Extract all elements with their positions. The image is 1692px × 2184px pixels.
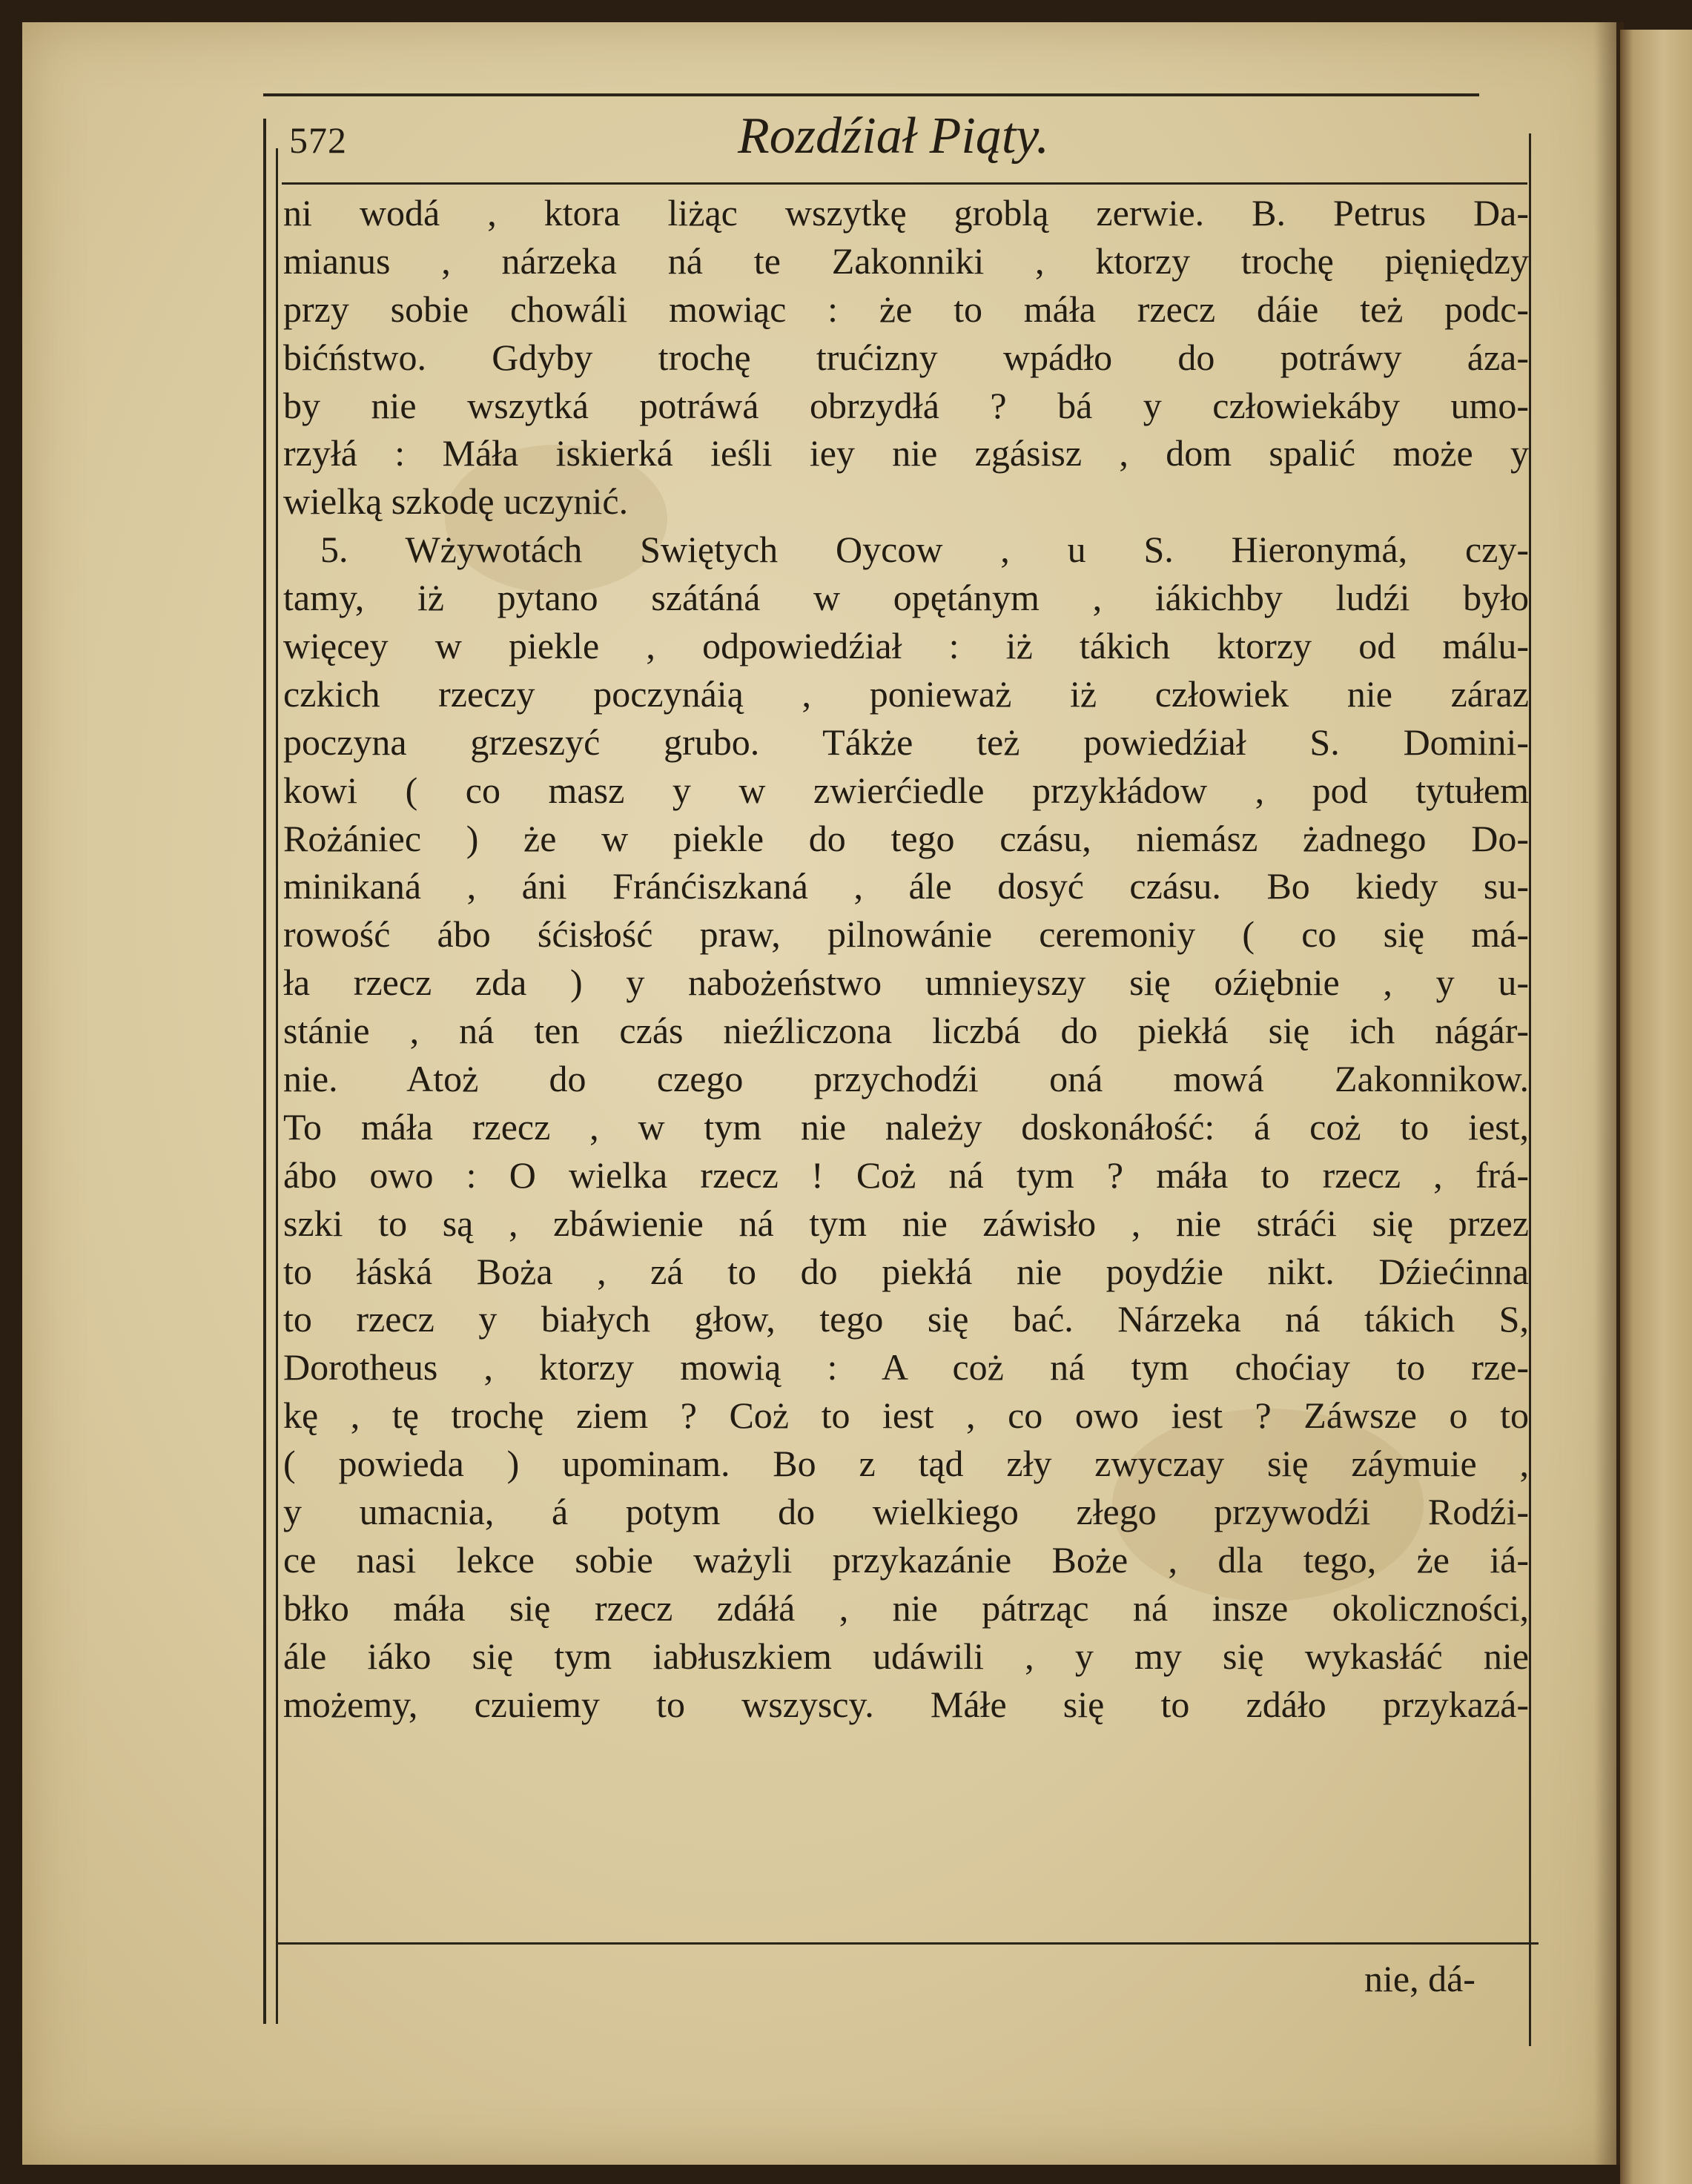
text-line: minikaná , áni Fránćiszkaná , ále dosyć czásu. Bo kiedy su- — [283, 865, 1529, 907]
running-head: Rozdźiał Piąty. — [738, 107, 1049, 165]
bottom-rule — [278, 1942, 1539, 1945]
text-line: czkich rzeczy poczynáią , ponieważ iż człowiek nie záraz — [283, 672, 1529, 715]
header-rule — [282, 182, 1527, 185]
left-frame-rule — [263, 119, 266, 2024]
facing-page-edge — [1620, 30, 1692, 2184]
text-line: rzyłá : Máła iskierká ieśli iey nie zgásisz , dom spalić może y — [283, 432, 1529, 474]
text-line: mianus , nárzeka ná te Zakonniki , ktorzy trochę pięniędzy — [283, 239, 1529, 282]
text-line: poczyna grzeszyć grubo. Tákże też powiedźiał S. Domini- — [283, 721, 1529, 763]
text-line: to rzecz y białych głow, tego się bać. Nárzeka ná tákich S, — [283, 1298, 1529, 1340]
text-line: stánie , ná ten czás nieźliczona liczbá do piekłá się ich nágár- — [283, 1010, 1529, 1052]
text-line: błko máła się rzecz zdáłá , nie pátrząc ná insze okoliczności, — [283, 1586, 1529, 1629]
text-line: Rożániec ) że w piekle do tego czásu, niemász żadnego Do- — [283, 817, 1529, 859]
text-line: kę , tę trochę ziem ? Coż to iest , co owo iest ? Záwsze o to — [283, 1394, 1529, 1437]
text-line: To máła rzecz , w tym nie należy doskonáłość: á coż to iest, — [283, 1105, 1529, 1148]
text-line: nie. Atoż do czego przychodźi oná mowá Zakonnikow. — [283, 1058, 1529, 1100]
text-line: ni wodá , ktora liżąc wszytkę groblą zerwie. B. Petrus Da- — [283, 192, 1529, 234]
catchword: nie, dá- — [1364, 1958, 1475, 1999]
text-line: bićństwo. Gdyby trochę trućizny wpádło do potráwy áza- — [283, 336, 1529, 378]
page-number: 572 — [289, 119, 347, 161]
text-line: ( powieda ) upominam. Bo z tąd zły zwyczay się záymuie , — [283, 1443, 1529, 1485]
text-line: to łáská Boża , zá to do piekłá nie poydźie nikt. Dźiećinna — [283, 1250, 1529, 1292]
paragraph-start-line: 5. Wżywotách Swiętych Oycow , u S. Hieronymá, czy- — [320, 529, 1529, 571]
text-line: ce nasi lekce sobie ważyli przykazánie Boże , dla tego, że iá- — [283, 1538, 1529, 1581]
text-line: szki to są , zbáwienie ná tym nie záwisło , nie stráći się przez — [283, 1202, 1529, 1244]
gutter-shadow — [1594, 22, 1624, 2165]
text-line: kowi ( co masz y w zwierćiedle przykłádow , pod tytułem — [283, 769, 1529, 811]
text-line: y umacnia, á potym do wielkiego złego przywodźi Rodźi- — [283, 1491, 1529, 1533]
text-line: więcey w piekle , odpowiedźiał : iż tákich ktorzy od málu- — [283, 625, 1529, 667]
body-text — [283, 189, 1529, 1729]
text-line: przy sobie chowáli mowiąc : że to máła rzecz dáie też podc- — [283, 288, 1529, 330]
text-line: wielką szkodę uczynić. — [283, 480, 629, 523]
page-header — [289, 104, 1520, 178]
text-line: tamy, iż pytano szátáná w opętánym , iákichby ludźi było — [283, 577, 1529, 619]
right-frame-rule — [1529, 133, 1531, 2046]
text-line: rowość ábo śćisłość praw, pilnowánie ceremoniy ( co się má- — [283, 913, 1529, 956]
left-inner-rule — [276, 148, 278, 2024]
text-line: możemy, czuiemy to wszyscy. Máłe się to zdáło przykazá- — [283, 1683, 1529, 1725]
text-line: by nie wszytká potráwá obrzydłá ? bá y człowiekáby umo- — [283, 384, 1529, 426]
text-line: Dorotheus , ktorzy mowią : A coż ná tym choćiay to rze- — [283, 1346, 1529, 1389]
text-line: ábo owo : O wielka rzecz ! Coż ná tym ? máła to rzecz , frá- — [283, 1154, 1529, 1196]
text-line: ła rzecz zda ) y nabożeństwo umnieyszy się oźiębnie , y u- — [283, 962, 1529, 1004]
text-line: ále iáko się tym iabłuszkiem udáwili , y my się wykasłáć nie — [283, 1635, 1529, 1677]
top-rule — [263, 93, 1479, 96]
